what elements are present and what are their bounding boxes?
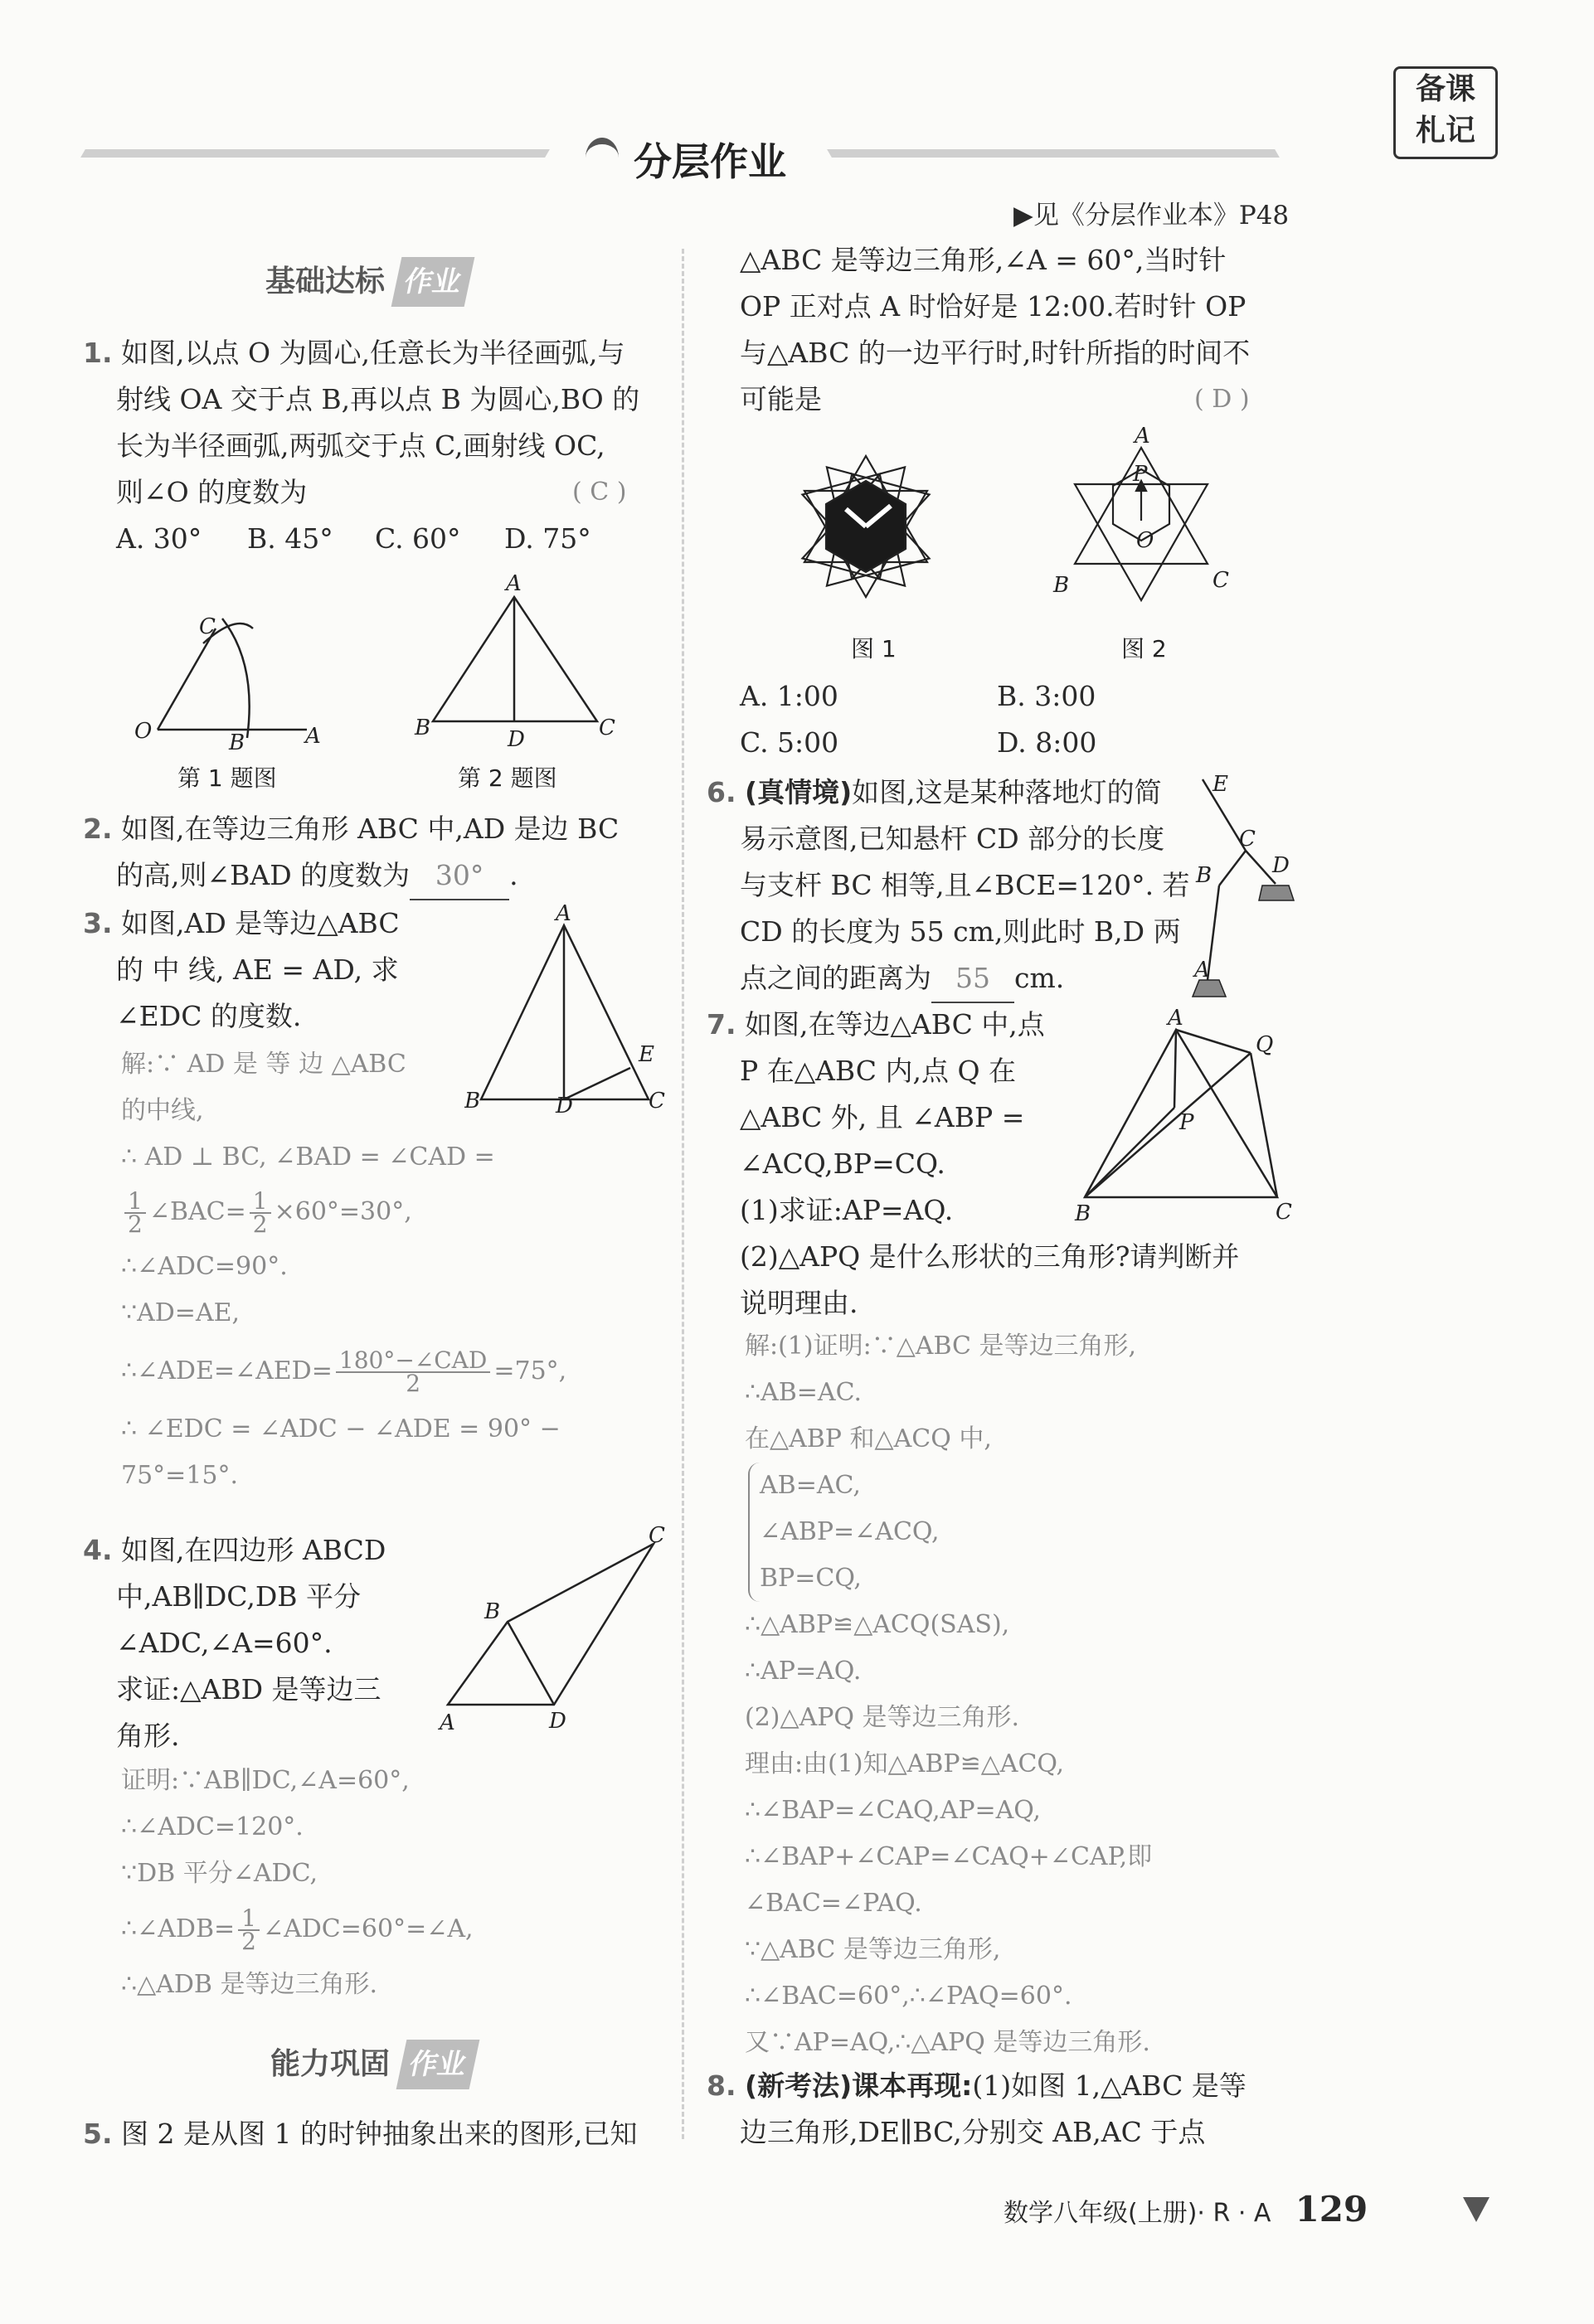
q3-label-c: C <box>649 1089 665 1113</box>
question-3 <box>83 900 400 1040</box>
q7-line-3: △ABC 外, 且 ∠ABP = <box>740 1101 1025 1133</box>
q1-line-2: 射线 OA 交于点 B,再以点 B 为圆心,BO 的 <box>116 383 640 415</box>
q4-label-c: C <box>649 1523 665 1548</box>
q5-answer: ( D ) <box>1194 385 1250 414</box>
q3-frac2-num: 1 <box>250 1191 271 1214</box>
q3-sol-4a: ∠BAC= <box>148 1197 246 1226</box>
q3-frac3-num: 180°−∠CAD <box>336 1350 490 1373</box>
q7-sol-14: ∵△ABC 是等边三角形, <box>745 1935 1001 1964</box>
q7-sol-5: ∠ABP=∠ACQ, <box>760 1517 940 1546</box>
q2-line-2-end: . <box>509 859 518 891</box>
q1-line-1: 如图,以点 O 为圆心,任意长为半径画弧,与 <box>121 337 625 369</box>
footer-arrow-icon <box>1463 2197 1490 2222</box>
q6-answer: 55 <box>931 955 1014 1003</box>
q3-label-b: B <box>464 1089 481 1113</box>
q6-number: 6. <box>707 776 736 808</box>
stamp-line-1: 备课 <box>1415 72 1475 106</box>
q1-label-c: C <box>199 614 216 639</box>
page-number: 129 <box>1295 2189 1368 2229</box>
q3-sol-1: 解:∵ AD 是 等 边 △ABC <box>121 1050 406 1079</box>
q5-line-0 <box>83 2111 637 2157</box>
q5-line-4: 可能是 <box>740 383 822 415</box>
q2-label-b: B <box>415 716 431 740</box>
q3-sol-6: ∵AD=AE, <box>121 1298 241 1327</box>
q6-figure <box>1184 763 1300 1012</box>
q3-line-2: 的 中 线, AE = AD, 求 <box>116 953 399 986</box>
q7-sol-15: ∴∠BAC=60°,∴∠PAQ=60°. <box>745 1982 1072 2011</box>
stamp-line-2: 札记 <box>1415 114 1475 148</box>
q7-label-q: Q <box>1256 1032 1274 1057</box>
q7-line-4: ∠ACQ,BP=CQ. <box>740 1147 945 1180</box>
q8-tag: (新考法)课本再现: <box>745 2069 973 2102</box>
q2-label-c: C <box>599 716 615 740</box>
q5-options-row-2 <box>740 720 1096 766</box>
lamp-shade-icon <box>1259 885 1294 900</box>
q7-line-2: P 在△ABC 内,点 Q 在 <box>740 1055 1017 1087</box>
q7-label-a: A <box>1168 1006 1183 1031</box>
q6-line-5: 点之间的距离为 <box>740 962 931 994</box>
q6-label-c: C <box>1239 827 1256 851</box>
question-4 <box>83 1527 386 1759</box>
q7-sol-12: ∴∠BAP+∠CAP=∠CAQ+∠CAP,即 <box>745 1842 1153 1871</box>
q1-option-a: A. 30° <box>116 522 202 555</box>
q7-line-7: 说明理由. <box>740 1287 858 1319</box>
q7-sol-1: 解:(1)证明:∵△ABC 是等边三角形, <box>745 1332 1137 1361</box>
q4-sol-1: 证明:∵AB∥DC,∠A=60°, <box>121 1766 410 1795</box>
section-ability-tag: 作业 <box>396 2040 480 2089</box>
q6-label-b: B <box>1196 863 1213 888</box>
q6-line-3: 与支杆 BC 相等,且∠BCE=120°. 若 <box>740 869 1190 901</box>
q5-line-0-text: 图 2 是从图 1 的时钟抽象出来的图形,已知 <box>121 2118 638 2150</box>
q7-sol-10: 理由:由(1)知△ABP≌△ACQ, <box>745 1749 1065 1778</box>
q6-label-e: E <box>1213 772 1228 797</box>
page-title: 分层作业 <box>634 139 786 184</box>
q2-answer: 30° <box>410 852 509 900</box>
q6-line-4: CD 的长度为 55 cm,则此时 B,D 两 <box>740 915 1181 948</box>
q6-line-1: 如图,这是某种落地灯的简 <box>852 776 1162 808</box>
q6-label-a: A <box>1194 958 1210 982</box>
q5-option-b: B. 3:00 <box>997 680 1096 712</box>
q6-line-5-end: cm. <box>1014 962 1065 994</box>
q4-label-d: D <box>549 1709 566 1734</box>
q3-number: 3. <box>83 907 113 939</box>
question-2 <box>83 806 619 900</box>
column-divider <box>682 249 684 2139</box>
q1-line-3: 长为半径画弧,两弧交于点 C,画射线 OC, <box>116 429 605 462</box>
q4-frac-den: 2 <box>241 1928 256 1955</box>
q1-option-b: B. 45° <box>247 522 333 555</box>
q7-label-b: B <box>1075 1201 1091 1226</box>
q1-figure-caption: 第 1 题图 <box>177 764 277 792</box>
q4-line-3: ∠ADC,∠A=60°. <box>116 1627 333 1659</box>
q1-answer: ( C ) <box>572 478 627 507</box>
q6-tag: (真情境) <box>745 776 853 808</box>
q1-option-d: D. 75° <box>504 522 591 555</box>
section-basic-tag: 作业 <box>391 257 475 307</box>
section-ability <box>270 2040 474 2089</box>
q3-label-d: D <box>556 1094 573 1118</box>
q3-frac1-den: 2 <box>128 1211 143 1238</box>
q1-q2-figures <box>124 572 672 804</box>
q2-figure <box>433 597 597 721</box>
q4-sol-4a: ∴∠ADB= <box>121 1914 236 1943</box>
q4-label-a: A <box>440 1710 455 1735</box>
q7-label-p: P <box>1179 1110 1194 1135</box>
q6-label-d: D <box>1272 853 1290 878</box>
q7-line-5: (1)求证:AP=AQ. <box>740 1194 954 1226</box>
q4-sol-4 <box>121 1897 474 1962</box>
q5-continued <box>740 237 1250 423</box>
notes-stamp <box>1393 66 1498 159</box>
q5-option-c: C. 5:00 <box>740 726 839 759</box>
q5-figure-2-caption: 图 2 <box>1121 635 1167 662</box>
q4-label-b: B <box>484 1599 501 1624</box>
q3-frac3-den: 2 <box>406 1370 421 1397</box>
q5-figure-1-caption: 图 1 <box>851 635 897 662</box>
q4-sol-3: ∵DB 平分∠ADC, <box>121 1859 318 1888</box>
q1-option-c: C. 60° <box>375 522 461 555</box>
q8-number: 8. <box>707 2069 736 2102</box>
q5-figures <box>780 423 1294 680</box>
q4-sol-2: ∴∠ADC=120°. <box>121 1812 304 1841</box>
q5-option-d: D. 8:00 <box>997 726 1097 759</box>
question-6 <box>707 769 1190 1003</box>
q3-line-3: ∠EDC 的度数. <box>116 1000 302 1032</box>
q2-line-2: 的高,则∠BAD 的度数为 <box>116 859 411 891</box>
q8-line-1: (1)如图 1,△ABC 是等 <box>972 2069 1247 2102</box>
q7-sol-2: ∴AB=AC. <box>745 1378 863 1407</box>
q4-figure <box>431 1522 680 1738</box>
q1-options <box>116 516 591 562</box>
q7-sol-16: 又∵AP=AQ,∴△APQ 是等边三角形. <box>745 2028 1150 2057</box>
q5-label-b: B <box>1053 573 1070 598</box>
q3-frac2-den: 2 <box>252 1211 268 1238</box>
q4-sol-5: ∴△ADB 是等边三角形. <box>121 1970 377 1999</box>
q7-solution <box>745 1323 1152 2066</box>
q3-frac1-num: 1 <box>124 1191 146 1214</box>
q4-line-4: 求证:△ABD 是等边三 <box>116 1673 381 1705</box>
workbook-reference: ▶见《分层作业本》P48 <box>1013 201 1290 230</box>
q7-line-6: (2)△APQ 是什么形状的三角形?请判断并 <box>740 1240 1240 1273</box>
q3-sol-7 <box>121 1337 566 1406</box>
q3-sol-5: ∴∠ADC=90°. <box>121 1252 288 1281</box>
footer <box>1004 2189 1368 2237</box>
q2-number: 2. <box>83 813 113 845</box>
q6-line-2: 易示意图,已知悬杆 CD 部分的长度 <box>740 822 1165 855</box>
q4-sol-4b: ∠ADC=60°=∠A, <box>262 1914 474 1943</box>
q2-label-a: A <box>506 572 522 596</box>
title-left-rule <box>80 149 550 158</box>
q2-line-1: 如图,在等边三角形 ABC 中,AD 是边 BC <box>121 813 620 845</box>
q5-label-a: A <box>1135 424 1150 449</box>
q8-line-2: 边三角形,DE∥BC,分别交 AB,AC 于点 <box>740 2116 1206 2148</box>
q4-line-5: 角形. <box>116 1720 180 1752</box>
q7-sol-11: ∴∠BAP=∠CAQ,AP=AQ, <box>745 1796 1041 1825</box>
q5-label-c: C <box>1213 568 1229 593</box>
q3-sol-2: 的中线, <box>121 1096 204 1125</box>
q5-label-p: P <box>1133 462 1148 487</box>
question-1 <box>83 330 639 516</box>
q1-label-b: B <box>229 730 245 755</box>
section-ability-title: 能力巩固 <box>270 2047 391 2081</box>
q3-sol-9: 75°=15°. <box>121 1461 239 1490</box>
q4-solution <box>121 1758 474 2008</box>
q5-line-3: 与△ABC 的一边平行时,时针所指的时间不 <box>740 337 1251 369</box>
q7-figure <box>1070 1005 1310 1229</box>
q4-frac-num: 1 <box>238 1908 260 1931</box>
q5-label-o: O <box>1136 528 1154 553</box>
q5-number: 5. <box>83 2118 113 2150</box>
q7-system-brace <box>748 1463 1152 1602</box>
q7-sol-7: ∴△ABP≌△ACQ(SAS), <box>745 1610 1010 1639</box>
q7-sol-6: BP=CQ, <box>760 1564 862 1593</box>
q5-line-1: △ABC 是等边三角形,∠A = 60°,当时针 <box>740 244 1227 276</box>
q3-solution <box>121 1041 566 1499</box>
q7-number: 7. <box>707 1008 736 1041</box>
q7-sol-13: ∠BAC=∠PAQ. <box>745 1889 922 1918</box>
q4-line-2: 中,AB∥DC,DB 平分 <box>116 1580 362 1613</box>
q1-label-a: A <box>305 724 321 749</box>
q3-sol-7a: ∴∠ADE=∠AED= <box>121 1356 333 1385</box>
q3-sol-8: ∴ ∠EDC = ∠ADC − ∠ADE = 90° − <box>121 1414 561 1443</box>
q3-line-1: 如图,AD 是等边△ABC <box>121 907 400 939</box>
q7-label-c: C <box>1276 1200 1292 1225</box>
section-basic <box>265 257 469 307</box>
q2-label-d: D <box>508 727 525 752</box>
q3-sol-3: ∴ AD ⊥ BC, ∠BAD = ∠CAD = <box>121 1143 495 1172</box>
q5-figure-1 <box>800 456 931 597</box>
q1-figure <box>158 619 307 738</box>
lamp-base-icon <box>1193 980 1226 997</box>
title-right-rule <box>827 149 1280 158</box>
question-8 <box>707 2063 1247 2156</box>
q3-sol-7b: =75°, <box>493 1356 567 1385</box>
q1-label-o: O <box>134 719 153 744</box>
q7-line-1: 如图,在等边△ABC 中,点 <box>745 1008 1045 1041</box>
q3-sol-4b: ×60°=30°, <box>274 1197 412 1226</box>
q7-sol-8: ∴AP=AQ. <box>745 1657 862 1686</box>
q3-sol-4 <box>121 1181 566 1244</box>
q7-sol-4: AB=AC, <box>760 1471 861 1500</box>
q5-line-2: OP 正对点 A 时恰好是 12:00.若时针 OP <box>740 290 1247 323</box>
title-swoosh-icon <box>586 138 619 177</box>
footer-book: 数学八年级(上册)· R · A <box>1004 2199 1271 2228</box>
section-basic-title: 基础达标 <box>265 264 386 298</box>
q4-number: 4. <box>83 1534 113 1566</box>
q1-line-4: 则∠O 的度数为 <box>116 476 308 508</box>
q3-label-e: E <box>639 1042 654 1067</box>
q7-sol-9: (2)△APQ 是等边三角形. <box>745 1703 1020 1732</box>
q4-line-1: 如图,在四边形 ABCD <box>121 1534 386 1566</box>
q3-label-a: A <box>556 904 571 926</box>
q7-sol-3: 在△ABP 和△ACQ 中, <box>745 1424 992 1453</box>
q5-option-a: A. 1:00 <box>740 680 838 712</box>
q2-figure-caption: 第 2 题图 <box>458 764 557 792</box>
q5-options-row-1 <box>740 673 1096 720</box>
q1-number: 1. <box>83 337 113 369</box>
